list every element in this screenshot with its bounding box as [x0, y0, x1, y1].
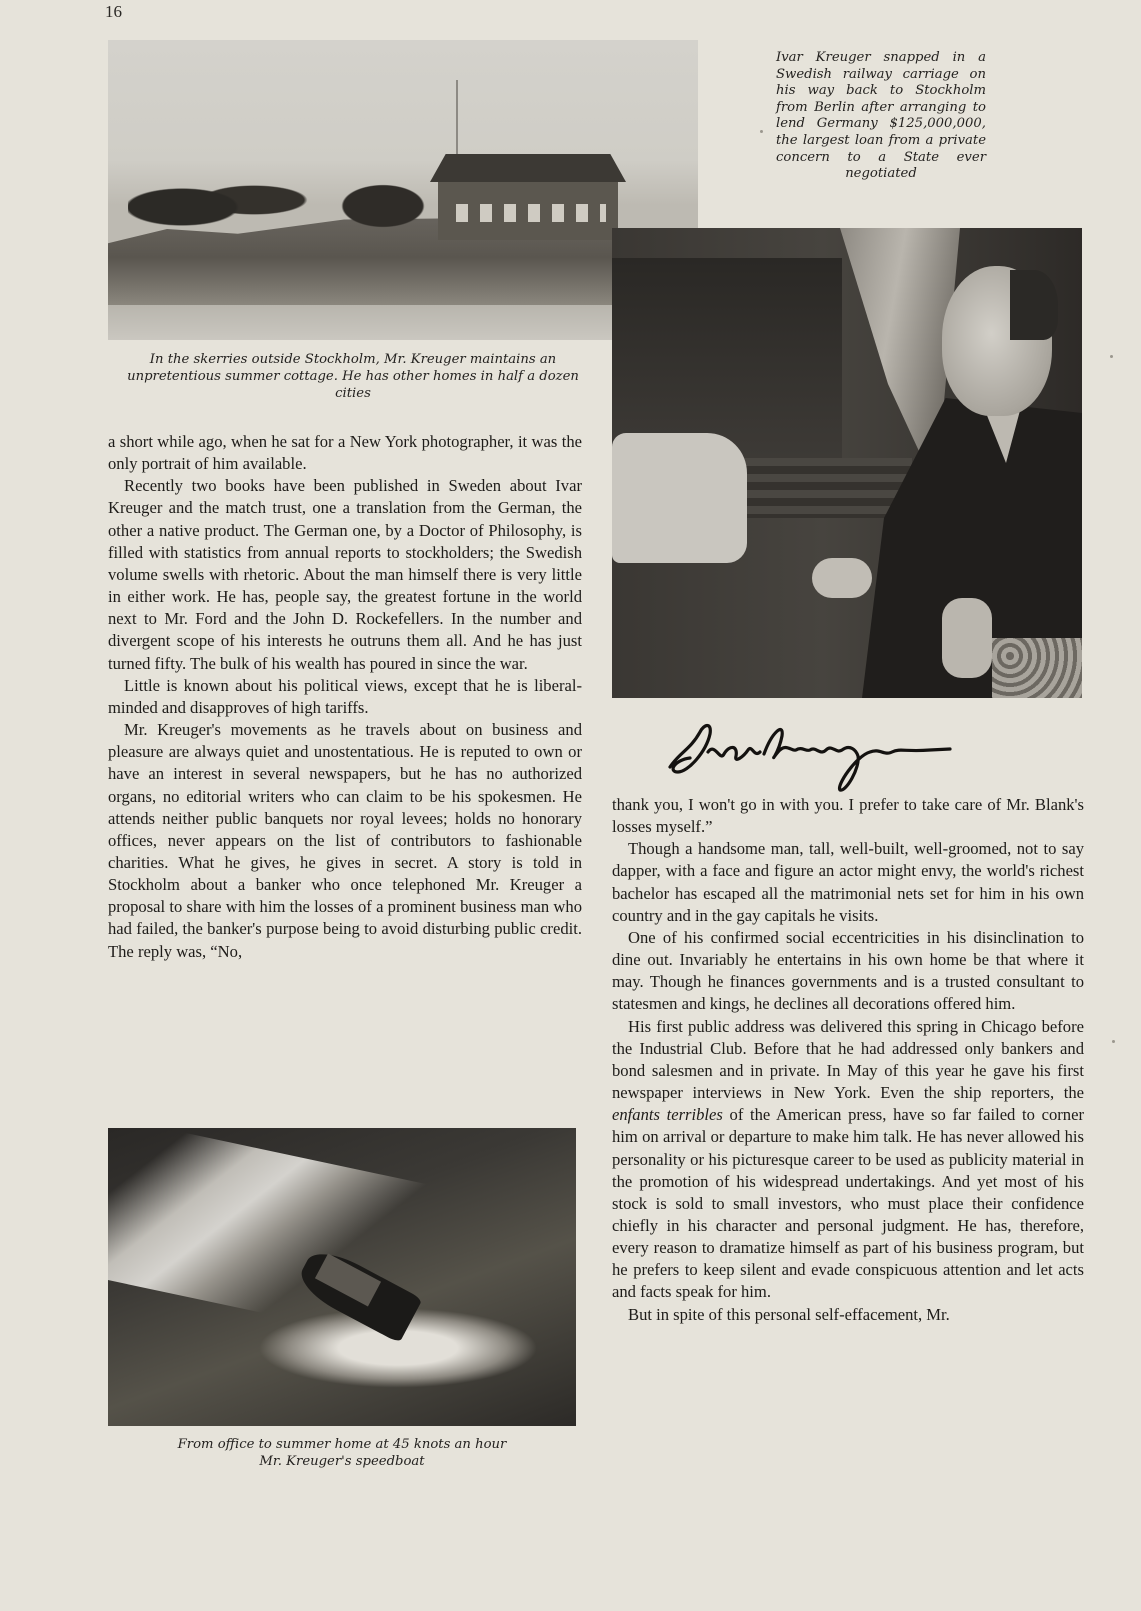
caption-line: From office to summer home at 45 knots an hour	[177, 1437, 507, 1452]
cottage-photo-caption: In the skerries outside Stockholm, Mr. Kreuger maintains an unpretentious summer cottage. He has other homes in half a dozen cities	[127, 352, 579, 401]
paragraph: Recently two books have been published in Sweden about Ivar Kreuger and the match trust, one a translation from the German, the other a native product. The German one, by a Doctor of Philosophy, is filled with statistics from annual reports to stockholders; the Swedish volume swells with rhetoric. About the man himself there is very little in either work. He has, people say, the greatest fortune in the world next to Mr. Ford and the John D. Rockefellers. In the number and divergent scope of his interests he outruns them all. And he has just turned fifty. The bulk of his wealth has poured in since the war.	[108, 476, 582, 673]
paragraph: Though a handsome man, tall, well-built, well-groomed, not to say dapper, with a face and figure an actor might envy, the world's richest bachelor has escaped all the matrimonial nets set for him in his own country and in the gay capitals he visits.	[612, 839, 1084, 925]
paragraph: Mr. Kreuger's movements as he travels about on business and pleasure are always quiet and unostentatious. He is reputed to own or have an interest in several newspapers, but he has no authorized organs, no editorial writers who can claim to be his spokesmen. He attends neither public banquets nor royal levees; holds no honorary offices, never appears on the list of contributors to fashionable charities. What he gives, he gives in secret. A story is told in Stockholm about a banker who once telephoned Mr. Kreuger a proposal to share with him the losses of a prominent business man who had failed, the banker's purpose being to avoid disturbing public credit. The reply was, “No,	[108, 720, 582, 961]
signature-icon	[660, 712, 1020, 794]
text-run: His first public address was delivered this spring in Chicago before the Industrial Club. Before that he had addressed only bankers and bond salesmen and in private. In May of this year he gave his first newspaper interviews in New York. Even the ship reporters, the	[612, 1016, 1084, 1103]
water	[108, 305, 698, 340]
signature	[660, 712, 1020, 794]
pillow	[612, 433, 747, 563]
print-speck	[760, 130, 763, 133]
hand	[942, 598, 992, 678]
caption-line: Mr. Kreuger's speedboat	[259, 1453, 425, 1469]
paragraph: But in spite of this personal self-effacement, Mr.	[628, 1304, 950, 1324]
article-column-right	[612, 794, 1084, 1326]
cottage-house	[438, 170, 618, 240]
text-run: of the American press, have so far failed to corner him on arrival or departure to make him talk. He has never allowed his personality or his picturesque career to be used as publicity material in the promotion of his widespread undertakings. And yet most of his stock is sold to small investors, who must place their confidence chiefly in his character and personal judgment. He has, therefore, every reason to dramatize himself as part of his business program, but he prefers to keep silent and evade conspicuous attention and let acts and facts speak for him.	[612, 1105, 1084, 1302]
carriage-window	[612, 258, 842, 458]
cottage-windows	[456, 204, 606, 222]
trees	[128, 165, 308, 235]
page-number: 16	[105, 2, 122, 21]
railway-photo-caption: Ivar Kreuger snapped in a Swedish railway carriage on his way back to Stockholm from Berlin after arranging to lend Germany $125,000,000, the largest loan from a private concern to a State ever negotiated	[776, 50, 986, 182]
speedboat-photo-caption	[108, 1437, 576, 1471]
summer-cottage-photo	[108, 40, 698, 340]
speedboat-photo	[108, 1128, 576, 1426]
paragraph: One of his confirmed social eccentricities in his disinclination to dine out. Invariably he entertains in his own home be that where it may. Though he finances governments and is a trusted consultant to statesmen and kings, he declines all decorations offered him.	[612, 927, 1084, 1014]
hair	[1010, 270, 1058, 340]
ivar-kreuger-portrait-photo	[612, 228, 1082, 698]
paragraph: thank you, I won't go in with you. I prefer to take care of Mr. Blank's losses myself.”	[612, 795, 1084, 837]
print-speck	[1112, 1040, 1115, 1043]
print-speck	[1110, 355, 1113, 358]
cottage-roof	[430, 154, 626, 182]
paragraph: a short while ago, when he sat for a New York photographer, it was the only portrait of him available.	[108, 432, 582, 474]
italic-phrase: enfants terribles	[612, 1105, 723, 1125]
paragraph: Little is known about his political views, except that he is liberal-minded and disapproves of high tariffs.	[108, 675, 582, 717]
patterned-sofa	[992, 638, 1082, 698]
hand	[812, 558, 872, 598]
article-column-left	[108, 431, 582, 963]
paragraph	[612, 1016, 1084, 1304]
